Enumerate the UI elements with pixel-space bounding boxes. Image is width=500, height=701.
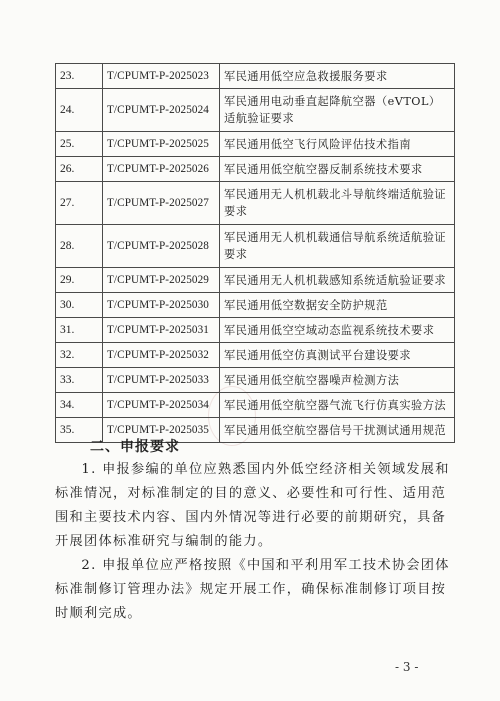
requirement-paragraph-1: 1. 申报参编的单位应熟悉国内外低空经济相关领域发展和标准情况，对标准制定的目的意义、必要性和可行性、适用范围和主要技术内容、国内外情况等进行必要的前期研究，具备开展团体标准研究与编制的能力。 [55, 462, 450, 549]
row-number: 24. [56, 89, 103, 132]
standard-title: 军民通用无人机机载感知系统适航验证要求 [220, 268, 455, 293]
standard-code: T/CPUMT-P-2025032 [103, 343, 220, 368]
standard-code: T/CPUMT-P-2025027 [103, 182, 220, 225]
row-number: 27. [56, 182, 103, 225]
row-number: 25. [56, 132, 103, 157]
row-number: 30. [56, 293, 103, 318]
table-row [56, 64, 455, 89]
row-number: 26. [56, 157, 103, 182]
page-number: - 3 - [395, 660, 419, 674]
standard-title: 军民通用电动垂直起降航空器（eVTOL）适航验证要求 [220, 89, 455, 132]
row-number: 29. [56, 268, 103, 293]
table-row [56, 268, 455, 293]
standard-title: 军民通用低空航空器噪声检测方法 [220, 368, 455, 393]
table-row [56, 157, 455, 182]
standards-table [55, 63, 455, 443]
row-number: 28. [56, 225, 103, 268]
standard-code: T/CPUMT-P-2025026 [103, 157, 220, 182]
standard-title: 军民通用低空飞行风险评估技术指南 [220, 132, 455, 157]
standard-code: T/CPUMT-P-2025030 [103, 293, 220, 318]
standard-title: 军民通用低空航空器反制系统技术要求 [220, 157, 455, 182]
row-number: 31. [56, 318, 103, 343]
section-heading: 二、申报要求 [90, 439, 180, 455]
standard-code: T/CPUMT-P-2025033 [103, 368, 220, 393]
standard-code: T/CPUMT-P-2025024 [103, 89, 220, 132]
standard-title: 军民通用低空航空器气流飞行仿真实验方法 [220, 393, 455, 418]
table-row [56, 343, 455, 368]
row-number: 23. [56, 64, 103, 89]
standard-title: 军民通用低空应急救援服务要求 [220, 64, 455, 89]
table-row [56, 393, 455, 418]
standard-code: T/CPUMT-P-2025034 [103, 393, 220, 418]
standard-title: 军民通用无人机机载通信导航系统适航验证要求 [220, 225, 455, 268]
table-row [56, 182, 455, 225]
table-row [56, 318, 455, 343]
standard-code: T/CPUMT-P-2025025 [103, 132, 220, 157]
row-number: 35. [56, 418, 103, 443]
table-row [56, 293, 455, 318]
row-number: 32. [56, 343, 103, 368]
standard-title: 军民通用低空航空器信号干扰测试通用规范 [220, 418, 455, 443]
standard-code: T/CPUMT-P-2025031 [103, 318, 220, 343]
table-row [56, 132, 455, 157]
table-row [56, 89, 455, 132]
standard-title: 军民通用低空空域动态监视系统技术要求 [220, 318, 455, 343]
standard-title: 军民通用无人机机载北斗导航终端适航验证要求 [220, 182, 455, 225]
table-row [56, 368, 455, 393]
standard-code: T/CPUMT-P-2025028 [103, 225, 220, 268]
standard-code: T/CPUMT-P-2025023 [103, 64, 220, 89]
standards-table-body [56, 64, 455, 443]
standard-title: 军民通用低空数据安全防护规范 [220, 293, 455, 318]
row-number: 33. [56, 368, 103, 393]
row-number: 34. [56, 393, 103, 418]
requirement-paragraph-2: 2. 申报单位应严格按照《中国和平利用军工技术协会团体标准制修订管理办法》规定开展工作，确保标准制修订项目按时顺利完成。 [55, 558, 450, 621]
standard-code: T/CPUMT-P-2025035 [103, 418, 220, 443]
standard-title: 军民通用低空仿真测试平台建设要求 [220, 343, 455, 368]
standard-code: T/CPUMT-P-2025029 [103, 268, 220, 293]
table-row [56, 225, 455, 268]
